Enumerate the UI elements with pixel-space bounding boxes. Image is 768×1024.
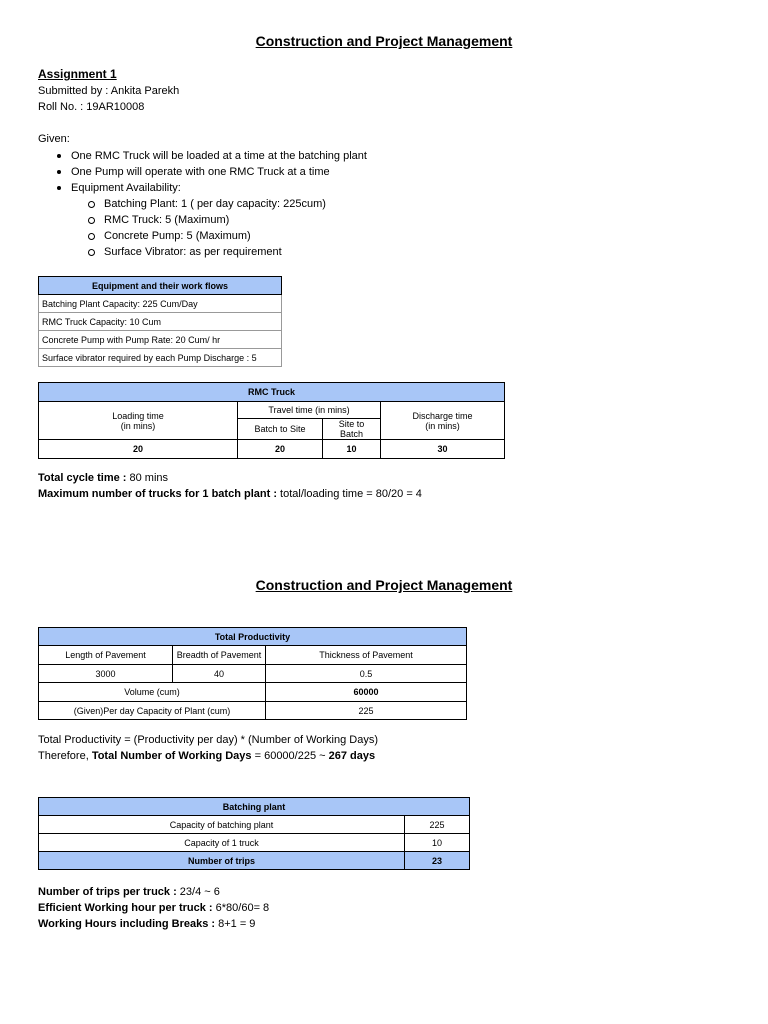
list-item: Batching Plant: 1 ( per day capacity: 225cum) (38, 196, 638, 212)
table-cell: 225 (405, 816, 470, 834)
equipment-table (38, 276, 282, 367)
volume-label: Volume (cum) (39, 683, 266, 702)
list-item: Surface Vibrator: as per requirement (38, 244, 638, 260)
table-header: RMC Truck (39, 383, 505, 402)
table-row: RMC Truck Capacity: 10 Cum (39, 313, 282, 331)
capacity-label: (Given)Per day Capacity of Plant (cum) (39, 702, 266, 720)
breadth-header: Breadth of Pavement (173, 646, 266, 665)
list-item: Concrete Pump: 5 (Maximum) (38, 228, 638, 244)
loading-time-unit: (in mins) (120, 420, 156, 431)
capacity-value: 225 (266, 702, 467, 720)
table-cell: 40 (173, 665, 266, 683)
efficient-value: 6*80/60= 8 (212, 902, 270, 914)
submitted-by: Submitted by : Ankita Parekh (38, 85, 180, 97)
breaks-hours-line (38, 918, 255, 930)
list-item: Equipment Availability: (38, 180, 638, 196)
travel-time-header: Travel time (in mins) (238, 402, 381, 419)
length-header: Length of Pavement (39, 646, 173, 665)
table-row: Batching Plant Capacity: 225 Cum/Day (39, 295, 282, 313)
thickness-header: Thickness of Pavement (266, 646, 467, 665)
given-list (38, 148, 638, 260)
breaks-value: 8+1 = 9 (215, 918, 256, 930)
table-cell: 20 (238, 440, 323, 459)
table-cell: Number of trips (39, 852, 405, 870)
table-cell: 0.5 (266, 665, 467, 683)
table-header: Equipment and their work flows (39, 277, 282, 295)
productivity-formula: Total Productivity = (Productivity per day) * (Number of Working Days) (38, 734, 378, 746)
therefore-prefix: Therefore, (38, 750, 92, 762)
table-cell: 23 (405, 852, 470, 870)
roll-number: Roll No. : 19AR10008 (38, 101, 145, 113)
page-title-2: Construction and Project Management (255, 577, 513, 593)
assignment-heading: Assignment 1 (38, 67, 117, 81)
table-cell: 10 (405, 834, 470, 852)
max-trucks-value: total/loading time = 80/20 = 4 (276, 488, 422, 500)
rmc-truck-table (38, 382, 505, 459)
breaks-label: Working Hours including Breaks : (38, 918, 216, 930)
working-days-line (38, 750, 375, 762)
discharge-time-label: Discharge time (412, 410, 473, 421)
cycle-time-line (38, 472, 168, 484)
volume-value: 60000 (266, 683, 467, 702)
discharge-time-unit: (in mins) (425, 420, 460, 431)
cycle-time-label: Total cycle time : (38, 472, 127, 484)
table-header: Batching plant (39, 798, 470, 816)
discharge-time-header (381, 402, 505, 440)
list-item: One Pump will operate with one RMC Truck at a time (38, 164, 638, 180)
list-item: One RMC Truck will be loaded at a time at the batching plant (38, 148, 638, 164)
table-cell: Capacity of 1 truck (39, 834, 405, 852)
table-cell: 10 (323, 440, 381, 459)
productivity-table (38, 627, 467, 720)
working-days-mid: = 60000/225 ~ (251, 750, 329, 762)
loading-time-label: Loading time (112, 410, 164, 421)
working-days-label: Total Number of Working Days (91, 750, 252, 762)
table-row: Concrete Pump with Pump Rate: 20 Cum/ hr (39, 331, 282, 349)
table-cell: Capacity of batching plant (39, 816, 405, 834)
trips-per-truck-line (38, 886, 220, 898)
trips-label: Number of trips per truck : (38, 886, 177, 898)
cycle-time-value: 80 mins (126, 472, 169, 484)
given-label: Given: (38, 133, 70, 145)
list-item: RMC Truck: 5 (Maximum) (38, 212, 638, 228)
table-header: Total Productivity (39, 628, 467, 646)
table-cell: 3000 (39, 665, 173, 683)
batching-plant-table (38, 797, 470, 870)
max-trucks-label: Maximum number of trucks for 1 batch plant : (38, 488, 277, 500)
table-row: Surface vibrator required by each Pump Discharge : 5 (39, 349, 282, 367)
table-cell: 20 (39, 440, 238, 459)
trips-value: 23/4 ~ 6 (176, 886, 220, 898)
efficient-hour-line (38, 902, 269, 914)
batch-to-site-header: Batch to Site (238, 419, 323, 440)
page-title: Construction and Project Management (255, 33, 513, 49)
working-days-value: 267 days (328, 750, 376, 762)
efficient-label: Efficient Working hour per truck : (38, 902, 213, 914)
max-trucks-line (38, 488, 422, 500)
table-cell: 30 (381, 440, 505, 459)
site-to-batch-header: Site to Batch (323, 419, 381, 440)
loading-time-header (39, 402, 238, 440)
